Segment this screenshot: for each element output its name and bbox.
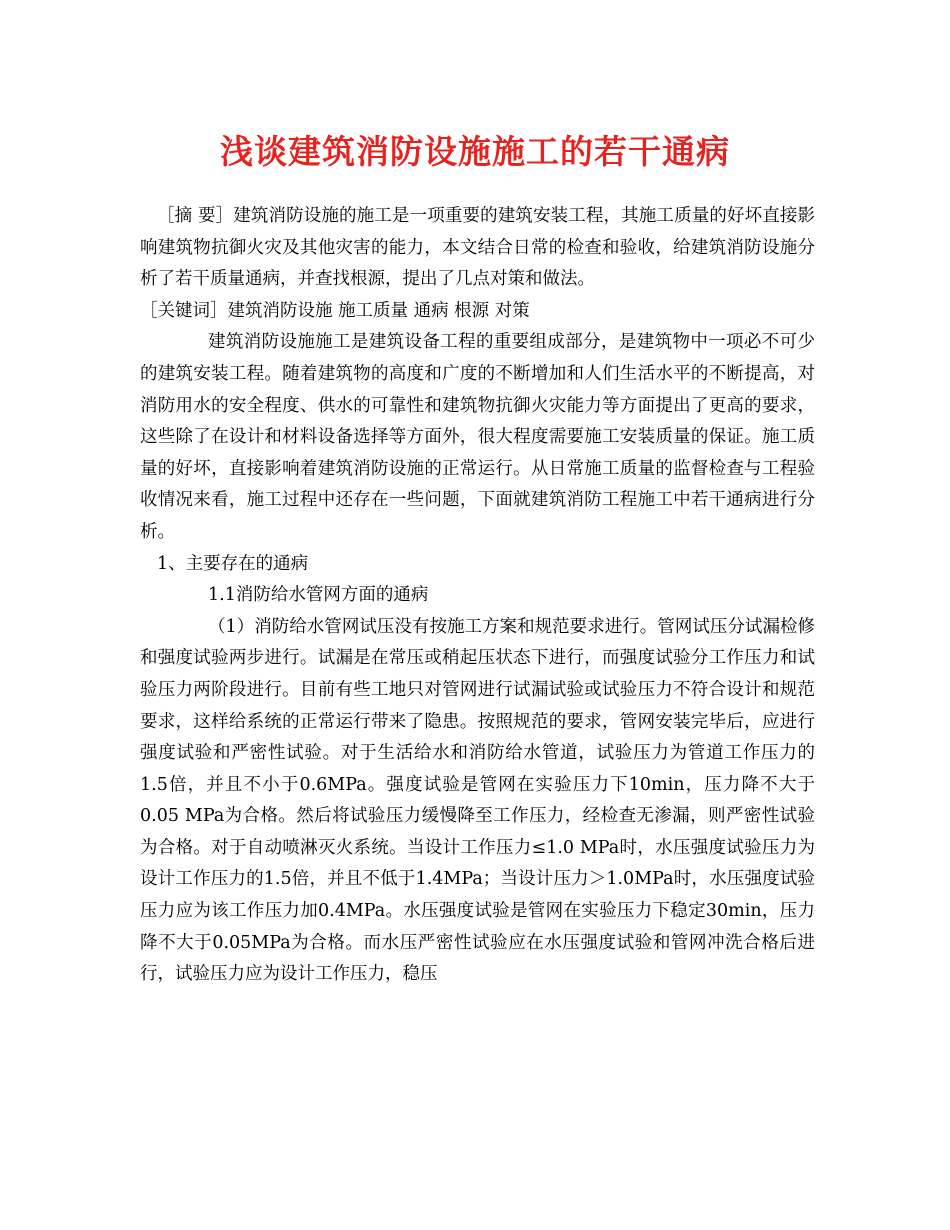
document-title: 浅谈建筑消防设施施工的若干通病: [220, 132, 730, 171]
abstract-paragraph: ［摘 要］建筑消防设施的施工是一项重要的建筑安装工程，其施工质量的好坏直接影响建筑物抗御火灾及其他灾害的能力，本文结合日常的检查和验收，给建筑消防设施分析了若干质量通病，并查找根源，提出了几点对策和做法。: [140, 206, 815, 290]
item-paragraph-1: （1）消防给水管网试压没有按施工方案和规范要求进行。管网试压分试漏检修和强度试验两步进行。试漏是在常压或稍起压状态下进行，而强度试验分工作压力和试验压力两阶段进行。目前有些工地只对管网进行试漏试验或试验压力不符合设计和规范要求，这样给系统的正常运行带来了隐患。按照规范的要求，管网安装完毕后，应进行强度试验和严密性试验。对于生活给水和消防给水管道，试验压力为管道工作压力的1.5倍，并且不小于0.6MPa。强度试验是管网在实验压力下10min，压力降不大于0.05 MPa为合格。然后将试验压力缓慢降至工作压力，经检查无渗漏，则严密性试验为合格。对于自动喷淋灭火系统。当设计工作压力≤1.0 MPa时，水压强度试验压力为设计工作压力的1.5倍，并且不低于1.4MPa；当设计压力＞1.0MPa时，水压强度试验压力应为该工作压力加0.4MPa。水压强度试验是管网在实验压力下稳定30min，压力降不大于0.05MPa为合格。而水压严密性试验应在水压强度试验和管网冲洗合格后进行，试验压力应为设计工作压力，稳压: [140, 616, 815, 985]
section-heading-1-1: 1.1消防给水管网方面的通病: [208, 585, 429, 606]
keywords-line: ［关键词］建筑消防设施 施工质量 通病 根源 对策: [140, 300, 530, 321]
intro-paragraph: 建筑消防设施施工是建筑设备工程的重要组成部分，是建筑物中一项必不可少的建筑安装工程。随着建筑物的高度和广度的不断增加和人们生活水平的不断提高，对消防用水的安全程度、供水的可靠性和建筑物抗御火灾能力等方面提出了更高的要求，这些除了在设计和材料设备选择等方面外，很大程度需要施工安装质量的保证。施工质量的好坏，直接影响着建筑消防设施的正常运行。从日常施工质量的监督检查与工程验收情况来看，施工过程中还存在一些问题，下面就建筑消防工程施工中若干通病进行分析。: [140, 332, 815, 542]
section-heading-1: 1、主要存在的通病: [157, 553, 309, 574]
document-body: [140, 201, 815, 991]
